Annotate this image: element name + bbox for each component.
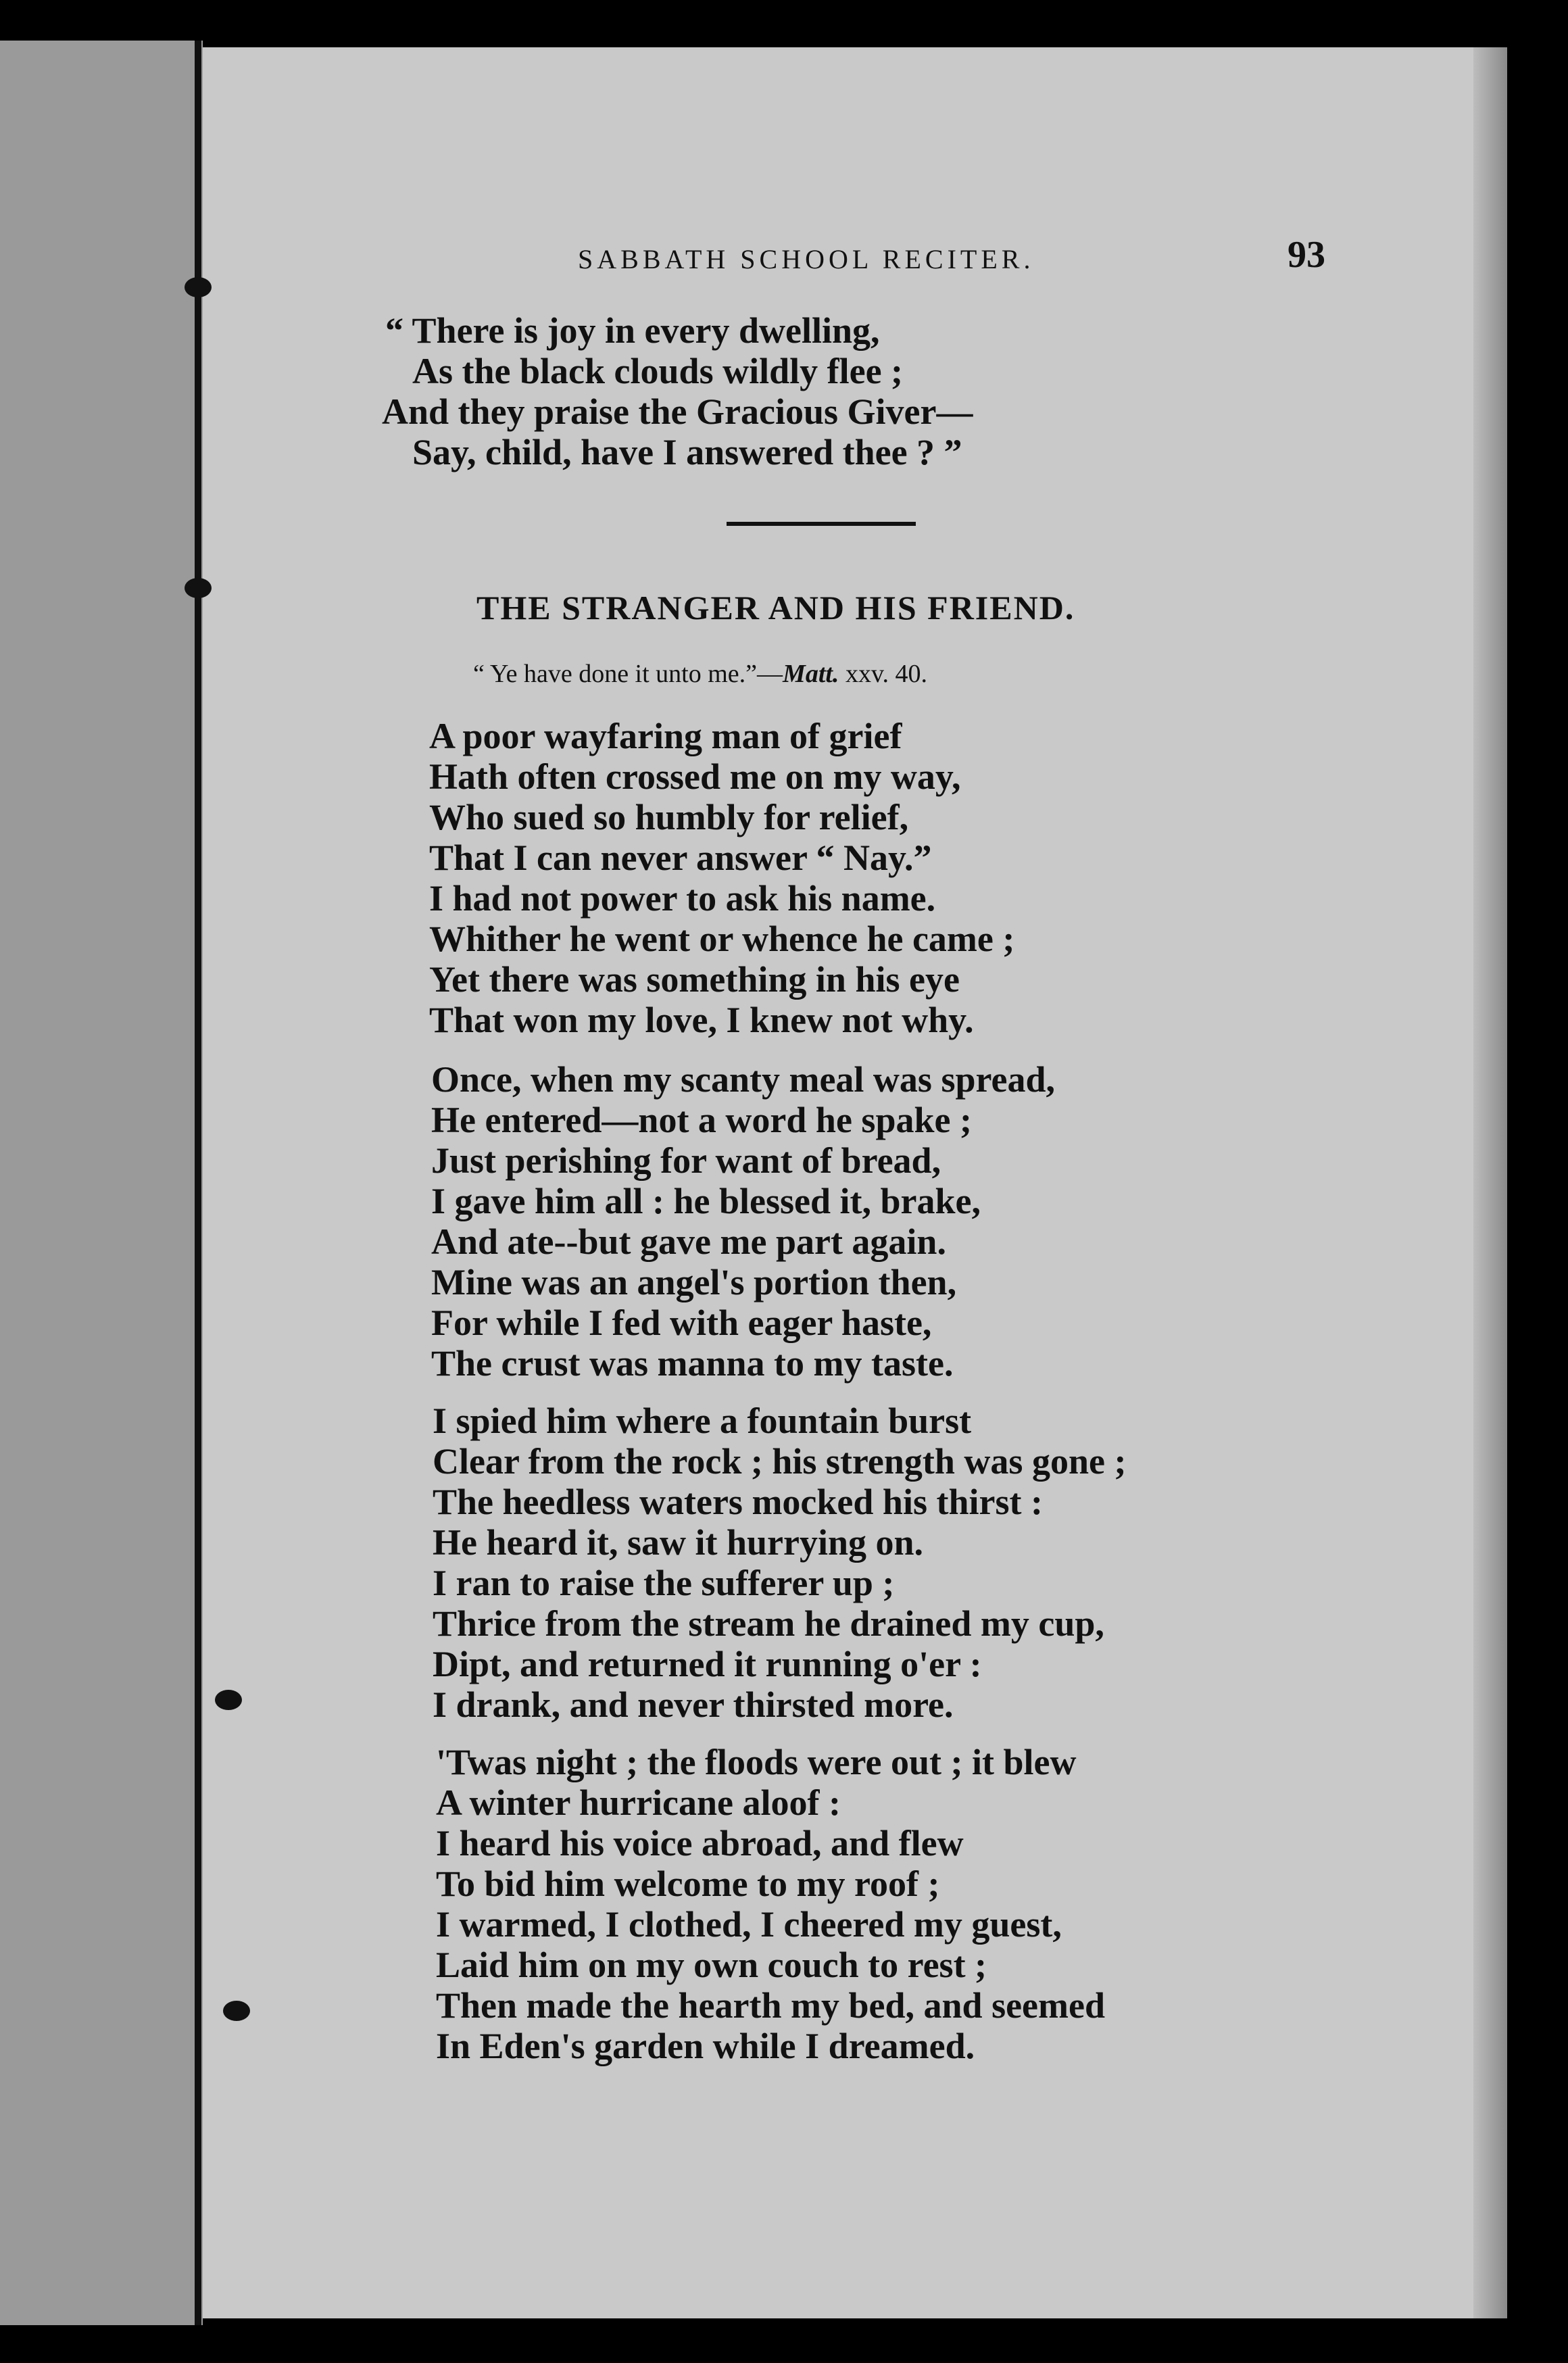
verse-line: Thrice from the stream he drained my cup,	[433, 1603, 1104, 1644]
verse-line: A winter hurricane aloof :	[436, 1782, 841, 1823]
verse-line: “ There is joy in every dwelling,	[385, 310, 880, 351]
running-head: SABBATH SCHOOL RECITER.	[578, 244, 1035, 274]
verse-line: In Eden's garden while I dreamed.	[436, 2026, 975, 2066]
page-edge-shadow	[1473, 47, 1507, 2318]
verse-line: Whither he went or whence he came ;	[429, 919, 1015, 959]
verse-line: Clear from the rock ; his strength was gone ;	[433, 1441, 1127, 1482]
verse-line: That I can never answer “ Nay.”	[429, 837, 932, 878]
verse-line: Who sued so humbly for relief,	[429, 797, 909, 837]
verse-line: And ate--but gave me part again.	[431, 1221, 946, 1262]
page-number: 93	[1288, 234, 1325, 276]
poem-title: THE STRANGER AND HIS FRIEND.	[476, 589, 1075, 627]
left-page-edge	[0, 41, 203, 2325]
verse-line: I had not power to ask his name.	[429, 878, 936, 919]
verse-line: That won my love, I knew not why.	[429, 1000, 974, 1040]
verse-line: Say, child, have I answered thee ? ”	[412, 432, 962, 472]
verse-line: To bid him welcome to my roof ;	[436, 1863, 940, 1904]
verse-line: The heedless waters mocked his thirst :	[433, 1482, 1043, 1522]
verse-line: 'Twas night ; the floods were out ; it blew	[436, 1742, 1077, 1782]
verse-line: He entered—not a word he spake ;	[431, 1100, 972, 1140]
verse-line: I ran to raise the sufferer up ;	[433, 1563, 895, 1603]
verse-line: A poor wayfaring man of grief	[429, 716, 902, 756]
epigraph-source: Matt.	[783, 660, 839, 688]
binding-knot	[185, 277, 212, 297]
section-divider	[727, 522, 916, 526]
verse-line: For while I fed with eager haste,	[431, 1302, 932, 1343]
binding-knot	[185, 578, 212, 598]
verse-line: As the black clouds wildly flee ;	[412, 351, 904, 391]
binding-knot	[215, 1690, 242, 1710]
epigraph	[473, 659, 927, 689]
verse-line: I warmed, I clothed, I cheered my guest,	[436, 1904, 1062, 1945]
epigraph-quote: “ Ye have done it unto me.”—	[473, 660, 783, 688]
verse-line: I gave him all : he blessed it, brake,	[431, 1181, 981, 1221]
verse-line: Hath often crossed me on my way,	[429, 756, 961, 797]
verse-line: And they praise the Gracious Giver—	[382, 391, 973, 432]
verse-line: I heard his voice abroad, and flew	[436, 1823, 964, 1863]
epigraph-reference: xxv. 40.	[839, 660, 927, 688]
verse-line: Mine was an angel's portion then,	[431, 1262, 957, 1302]
binding-knot	[223, 2001, 250, 2021]
verse-line: I drank, and never thirsted more.	[433, 1684, 954, 1725]
verse-line: Once, when my scanty meal was spread,	[431, 1059, 1055, 1100]
verse-line: Then made the hearth my bed, and seemed	[436, 1985, 1106, 2026]
verse-line: Just perishing for want of bread,	[431, 1140, 941, 1181]
verse-line: The crust was manna to my taste.	[431, 1343, 954, 1384]
verse-line: Yet there was something in his eye	[429, 959, 960, 1000]
verse-line: He heard it, saw it hurrying on.	[433, 1522, 924, 1563]
verse-line: Laid him on my own couch to rest ;	[436, 1945, 987, 1985]
verse-line: I spied him where a fountain burst	[433, 1400, 972, 1441]
binding-thread	[195, 41, 201, 2325]
verse-line: Dipt, and returned it running o'er :	[433, 1644, 982, 1684]
